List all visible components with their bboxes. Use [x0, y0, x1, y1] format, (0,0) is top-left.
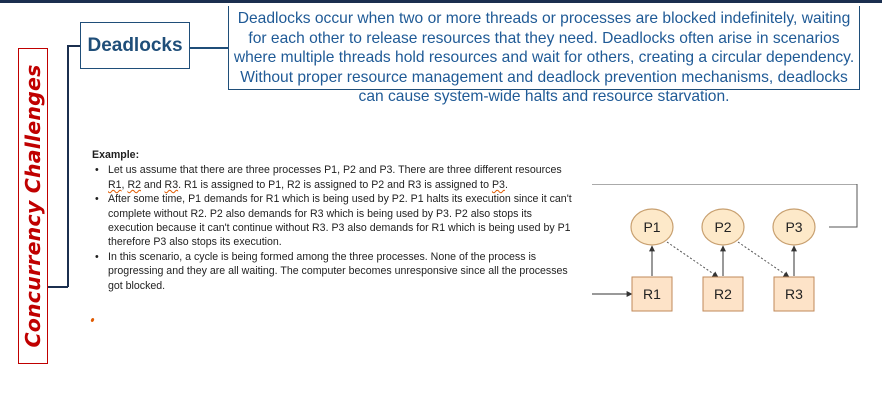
resource-label: R2	[714, 286, 732, 302]
description-text: Deadlocks occur when two or more threads or processes are blocked indefinitely, waiting for each other to release resources that they need. Deadlocks often arise in scenarios where multiple threads hold resources and wait for others, creating a circular dependency. Without proper resource management and deadlock prevention mechanisms, deadlocks can cause system-wide halts and resource starvation.	[233, 10, 855, 105]
process-label: P1	[643, 219, 661, 235]
annotated-term: R2	[127, 178, 141, 191]
request-arrow	[738, 242, 789, 277]
resource-node-r1	[632, 277, 672, 311]
section-title-box	[18, 48, 48, 364]
resource-node-r2	[703, 277, 743, 311]
bullet-text: Let us assume that there are three processes P1, P2 and P3. There are three different resources	[108, 164, 562, 177]
example-list	[92, 163, 572, 293]
list-item: • After some time, P1 demands for R1 which is being used by P2. P1 halts its execution since it can't complete without R2. P2 also demands for R3 which is being used by P3. P2 also stops its execution because it can't continue without R3. P3 also demands for R1 which is being used by P1 therefore P3 also stops its execution.	[108, 192, 572, 250]
process-node-p1	[631, 209, 673, 245]
bullet-text: . R1 is assigned to P1, R2 is assigned to P2 and R3 is assigned to	[178, 178, 492, 191]
connector	[190, 47, 228, 49]
resource-label: R1	[643, 286, 661, 302]
description-box	[228, 6, 860, 105]
process-label: P3	[785, 219, 803, 235]
connector	[67, 46, 69, 287]
ink-mark	[90, 318, 94, 323]
bullet-text: and	[140, 178, 165, 191]
resource-node-r3	[774, 277, 814, 311]
top-rule	[0, 0, 882, 3]
example-section	[92, 148, 572, 293]
annotated-term: R3	[164, 178, 179, 191]
bullet-text: ,	[121, 178, 128, 191]
annotated-term: P3	[491, 178, 505, 191]
process-label: P2	[714, 219, 732, 235]
deadlock-diagram	[592, 184, 864, 334]
bullet-text: .	[504, 178, 508, 191]
resource-label: R3	[785, 286, 803, 302]
connector	[48, 286, 68, 288]
topic-label: Deadlocks	[87, 34, 183, 56]
example-heading: Example:	[92, 149, 140, 161]
topic-box	[80, 22, 190, 69]
request-arrow	[667, 242, 718, 277]
process-node-p2	[702, 209, 744, 245]
process-node-p3	[773, 209, 815, 245]
list-item: • In this scenario, a cycle is being formed among the three processes. None of the process is progressing and they are all waiting. The computer becomes unresponsive since all the processes got blocked.	[108, 250, 572, 293]
connector	[67, 45, 80, 47]
list-item	[108, 163, 572, 192]
section-title: Concurrency Challenges	[21, 64, 45, 348]
annotated-term: R1	[108, 178, 122, 191]
